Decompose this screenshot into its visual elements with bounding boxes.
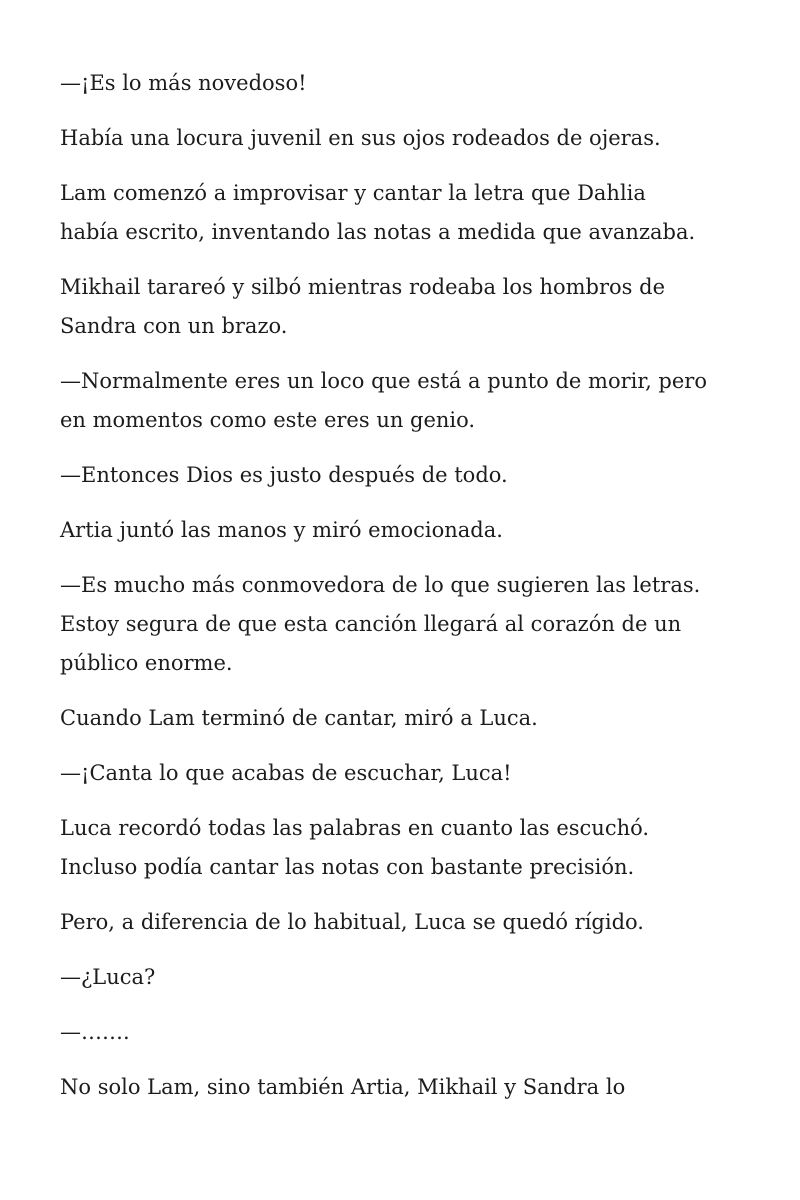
paragraph-6 [60, 456, 760, 495]
paragraph-1 [60, 64, 760, 103]
paragraph-10 [60, 754, 760, 793]
text-line: Había una locura juvenil en sus ojos rodeados de ojeras. [60, 126, 661, 150]
text-line: —Entonces Dios es justo después de todo. [60, 463, 508, 487]
text-line: —……. [60, 1020, 130, 1044]
paragraph-8 [60, 566, 760, 683]
text-line: Mikhail tarareó y silbó mientras rodeaba los hombros de [60, 275, 665, 299]
text-line: Luca recordó todas las palabras en cuanto las escuchó. [60, 816, 650, 840]
paragraph-12 [60, 903, 760, 942]
text-line: público enorme. [60, 651, 233, 675]
text-line: Estoy segura de que esta canción llegará al corazón de un [60, 612, 682, 636]
text-line: —¡Es lo más novedoso! [60, 71, 307, 95]
text-line: —Es mucho más conmovedora de lo que sugieren las letras. [60, 573, 701, 597]
paragraph-3 [60, 174, 760, 252]
text-line: en momentos como este eres un genio. [60, 408, 476, 432]
text-line: Artia juntó las manos y miró emocionada. [60, 518, 503, 542]
text-line: —Normalmente eres un loco que está a punto de morir, pero [60, 369, 707, 393]
reader-page [60, 64, 760, 1123]
text-line: —¡Canta lo que acabas de escuchar, Luca! [60, 761, 512, 785]
text-line: No solo Lam, sino también Artia, Mikhail y Sandra lo [60, 1075, 626, 1099]
paragraph-2 [60, 119, 760, 158]
paragraph-7 [60, 511, 760, 550]
text-line: —¿Luca? [60, 965, 156, 989]
text-line: había escrito, inventando las notas a medida que avanzaba. [60, 220, 696, 244]
text-line: Incluso podía cantar las notas con bastante precisión. [60, 855, 635, 879]
paragraph-11 [60, 809, 760, 887]
paragraph-5 [60, 362, 760, 440]
paragraph-9 [60, 699, 760, 738]
paragraph-4 [60, 268, 760, 346]
paragraph-13 [60, 958, 760, 997]
text-line: Pero, a diferencia de lo habitual, Luca se quedó rígido. [60, 910, 644, 934]
text-line: Cuando Lam terminó de cantar, miró a Luca. [60, 706, 538, 730]
paragraph-14 [60, 1013, 760, 1052]
text-line: Sandra con un brazo. [60, 314, 288, 338]
paragraph-15 [60, 1068, 760, 1107]
text-line: Lam comenzó a improvisar y cantar la letra que Dahlia [60, 181, 646, 205]
